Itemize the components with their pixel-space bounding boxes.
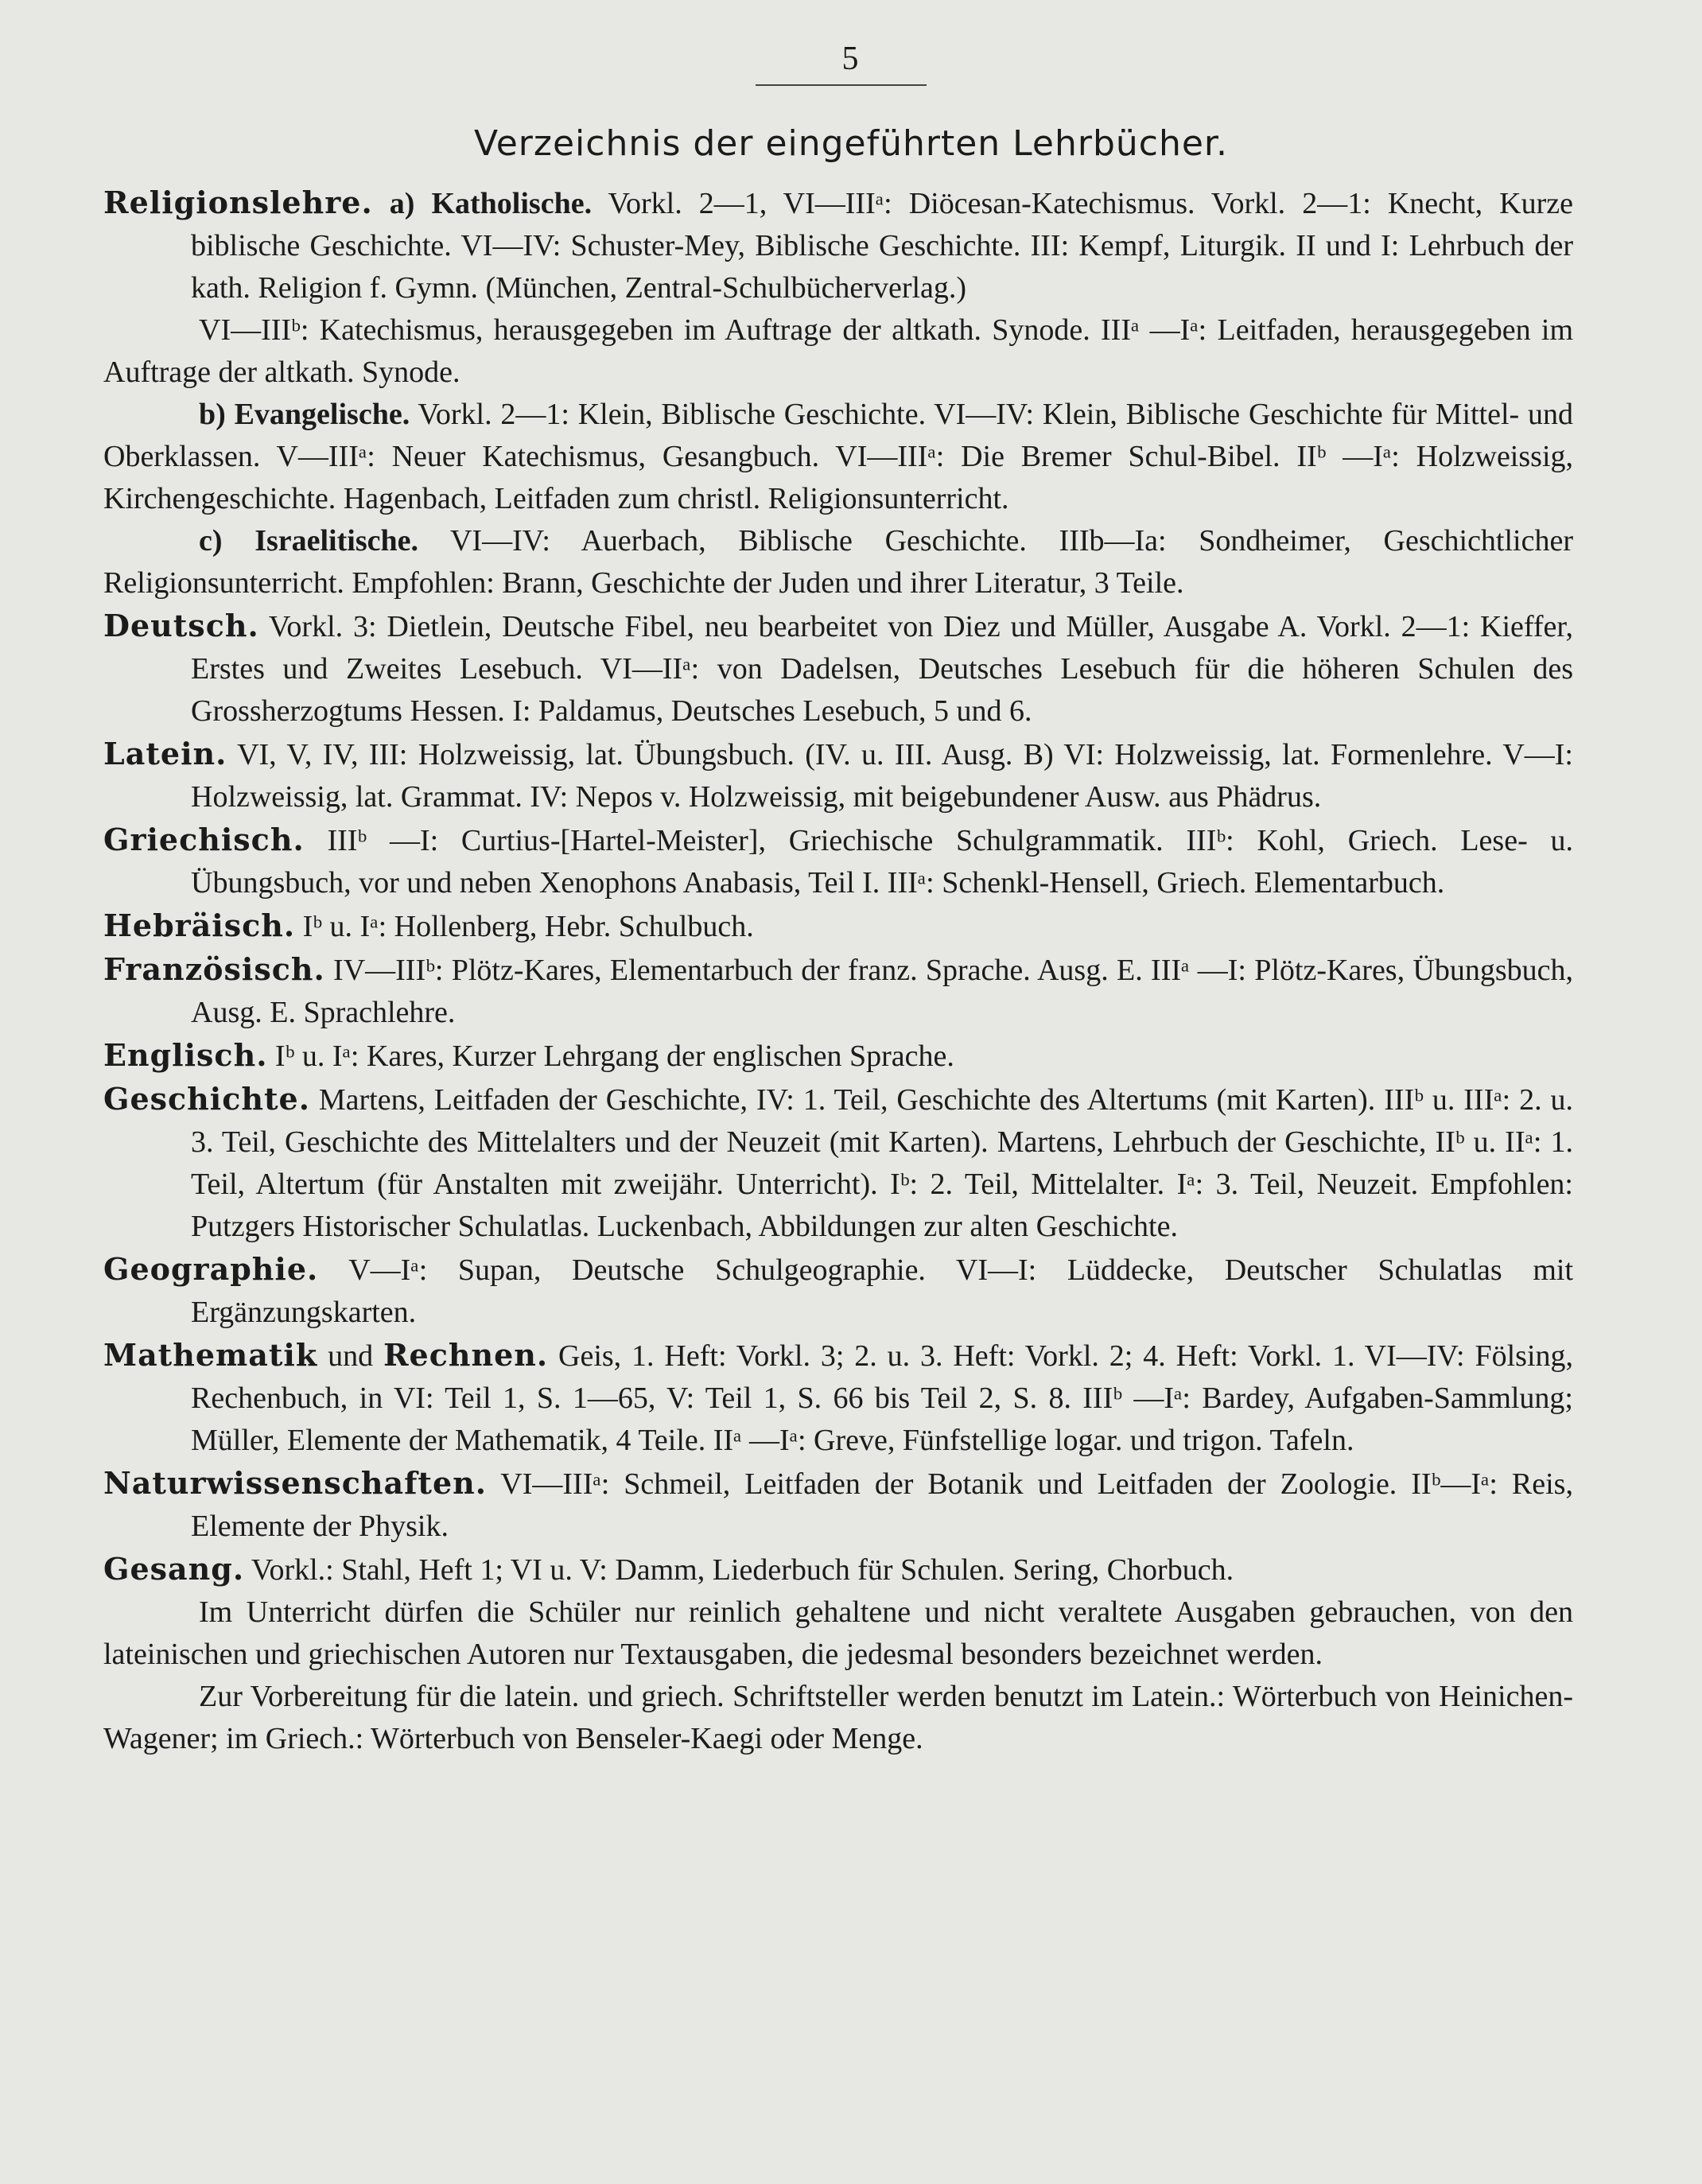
text-mathematik: Geis, 1. Heft: Vorkl. 3; 2. u. 3. Heft: Vorkl. 2; 4. Heft: Vorkl. 1. VI—IV: Fölsing, Rechenbuch, in VI: Teil 1, S. 1—65, V: Teil 1, S. 66 bis Teil 2, S. 8. IIIᵇ —Iᵃ: Bardey, Aufgaben-Sammlung; Müller, Elemente der Mathematik, 4 Teile. IIᵃ —Iᵃ: Greve, Fünfstellige logar. und trigon. Tafeln. (191, 1339, 1573, 1457)
section-geschichte (103, 1078, 1573, 1248)
subheading-katholisch: a) Katholische. (389, 187, 593, 220)
text-israelitisch: VI—IV: Auerbach, Biblische Geschichte. IIIb—Ia: Sondheimer, Geschichtlicher Religionsunterricht. Empfohlen: Brann, Geschichte der Juden und ihrer Literatur, 3 Teile. (103, 524, 1573, 600)
heading-franzoesisch: Französisch. (103, 951, 325, 987)
section-religion (103, 181, 1573, 309)
section-franzoesisch (103, 948, 1573, 1034)
section-latein (103, 733, 1573, 818)
heading-religion: Religionslehre. (103, 185, 373, 220)
heading-geschichte: Geschichte. (103, 1081, 310, 1117)
heading-latein: Latein. (103, 736, 227, 771)
text-deutsch: Vorkl. 3: Dietlein, Deutsche Fibel, neu bearbeitet von Diez und Müller, Ausgabe A. Vorkl. 2—1: Kieffer, Erstes und Zweites Lesebuch. VI—IIᵃ: von Dadelsen, Deutsches Lesebuch für die höheren Schulen des Grossherzogtums Hessen. I: Paldamus, Deutsches Lesebuch, 5 und 6. (191, 610, 1573, 728)
text-note-woerterbuch: Zur Vorbereitung für die latein. und griech. Schriftsteller werden benutzt im Latein.: Wörterbuch von Heinichen-Wagener; im Griech.: Wörterbuch von Benseler-Kaegi oder Menge. (103, 1680, 1573, 1755)
text-note-ausgaben: Im Unterricht dürfen die Schüler nur reinlich gehaltene und nicht veraltete Ausgaben gebrauchen, von den lateinischen und griechischen Autoren nur Textausgaben, die jedesmal besonders bezeichnet werden. (103, 1595, 1573, 1671)
heading-rechnen: Rechnen. (383, 1337, 549, 1373)
page-number: 5 (841, 41, 861, 77)
note-ausgaben (103, 1591, 1573, 1676)
heading-geographie: Geographie. (103, 1251, 319, 1287)
text-body (103, 181, 1573, 1760)
text-latein: VI, V, IV, III: Holzweissig, lat. Übungsbuch. (IV. u. III. Ausg. B) VI: Holzweissig, lat. Formenlehre. V—I: Holzweissig, lat. Grammat. IV: Nepos v. Holzweissig, mit beigebundener Ausw. aus Phädrus. (191, 738, 1573, 814)
heading-gesang: Gesang. (103, 1551, 245, 1587)
heading-natur: Naturwissenschaften. (103, 1465, 488, 1501)
heading-englisch: Englisch. (103, 1037, 268, 1073)
section-englisch (103, 1034, 1573, 1078)
heading-und: und (328, 1339, 374, 1373)
text-gesang: Vorkl.: Stahl, Heft 1; VI u. V: Damm, Liederbuch für Schulen. Sering, Chorbuch. (251, 1553, 1234, 1587)
paragraph-altkatholisch (103, 309, 1573, 394)
note-woerterbuch (103, 1676, 1573, 1760)
heading-griechisch: Griechisch. (103, 822, 305, 857)
subheading-evangelisch: b) Evangelische. (199, 398, 410, 431)
section-geographie (103, 1248, 1573, 1334)
text-altkatholisch: VI—IIIᵇ: Katechismus, herausgegeben im Auftrage der altkath. Synode. IIIᵃ —Iᵃ: Leitfaden, herausgegeben im Auftrage der altkath. Synode. (103, 313, 1573, 389)
heading-deutsch: Deutsch. (103, 608, 259, 643)
section-gesang (103, 1548, 1573, 1591)
text-natur: VI—IIIᵃ: Schmeil, Leitfaden der Botanik und Leitfaden der Zoologie. IIᵇ—Iᵃ: Reis, Elemente der Physik. (191, 1467, 1573, 1543)
text-katholisch: Vorkl. 2—1, VI—IIIᵃ: Diöcesan-Katechismus. Vorkl. 2—1: Knecht, Kurze biblische Geschichte. VI—IV: Schuster-Mey, Biblische Geschichte. III: Kempf, Liturgik. II und I: Lehrbuch der kath. Religion f. Gymn. (München, Zentral-Schulbücherverlag.) (191, 187, 1573, 305)
page-number-rule (756, 84, 927, 86)
text-evangelisch: Vorkl. 2—1: Klein, Biblische Geschichte. VI—IV: Klein, Biblische Geschichte für Mittel- und Oberklassen. V—IIIᵃ: Neuer Katechismus, Gesangbuch. VI—IIIᵃ: Die Bremer Schul-Bibel. IIᵇ —Iᵃ: Holzweissig, Kirchengeschichte. Hagenbach, Leitfaden zum christl. Religionsunterricht. (103, 398, 1573, 515)
paragraph-evangelisch (103, 394, 1573, 520)
section-natur (103, 1462, 1573, 1548)
text-franzoesisch: IV—IIIᵇ: Plötz-Kares, Elementarbuch der franz. Sprache. Ausg. E. IIIᵃ —I: Plötz-Kares, Übungsbuch, Ausg. E. Sprachlehre. (191, 954, 1573, 1029)
subheading-israelitisch: c) Israelitische. (199, 524, 418, 558)
heading-hebraeisch: Hebräisch. (103, 907, 296, 943)
text-griechisch: IIIᵇ —I: Curtius-[Hartel-Meister], Griechische Schulgrammatik. IIIᵇ: Kohl, Griech. Lese- u. Übungsbuch, vor und neben Xenophons Anabasis, Teil I. IIIᵃ: Schenkl-Hensell, Griech. Elementarbuch. (191, 824, 1573, 900)
section-mathematik (103, 1334, 1573, 1462)
text-geographie: V—Iᵃ: Supan, Deutsche Schulgeographie. VI—I: Lüddecke, Deutscher Schulatlas mit Ergänzungskarten. (191, 1253, 1573, 1329)
section-deutsch (103, 604, 1573, 733)
text-englisch: Iᵇ u. Iᵃ: Kares, Kurzer Lehrgang der englischen Sprache. (274, 1040, 954, 1073)
section-griechisch (103, 818, 1573, 904)
text-geschichte: Martens, Leitfaden der Geschichte, IV: 1. Teil, Geschichte des Altertums (mit Karten). IIIᵇ u. IIIᵃ: 2. u. 3. Teil, Geschichte des Mittelalters und der Neuzeit (mit Karten). Martens, Lehrbuch der Geschichte, IIᵇ u. IIᵃ: 1. Teil, Altertum (für Anstalten mit zweijähr. Unterricht). Iᵇ: 2. Teil, Mittelalter. Iᵃ: 3. Teil, Neuzeit. Empfohlen: Putzgers Historischer Schulatlas. Luckenbach, Abbildungen zur alten Geschichte. (191, 1083, 1573, 1243)
paragraph-israelitisch (103, 520, 1573, 604)
page-title: Verzeichnis der eingeführten Lehrbücher. (474, 123, 1228, 164)
heading-mathematik: Mathematik (103, 1337, 318, 1373)
text-hebraeisch: Iᵇ u. Iᵃ: Hollenberg, Hebr. Schulbuch. (302, 910, 754, 943)
section-hebraeisch (103, 904, 1573, 948)
